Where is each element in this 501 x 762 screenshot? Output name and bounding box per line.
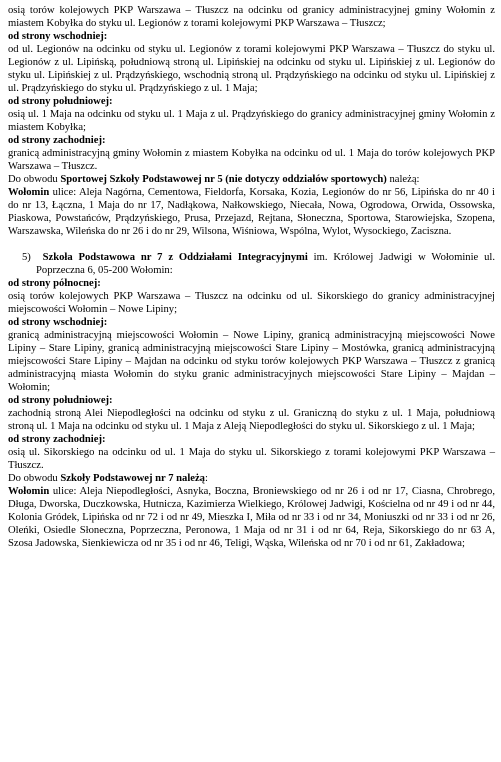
s4-streets-label: Wołomin	[8, 187, 50, 198]
s4-district-line	[8, 173, 495, 186]
s4-streets	[8, 186, 495, 238]
s5-number: 5)	[22, 252, 31, 263]
s4-district-prefix: Do obwodu	[8, 174, 61, 185]
s5-school-address: im. Królowej Jadwigi w Wołominie ul. Poprzeczna 6, 05-200 Wołomin:	[36, 252, 495, 276]
s5-west-heading: od strony zachodniej:	[8, 434, 106, 445]
s4-intro-text: osią torów kolejowych PKP Warszawa – Tłuszcz na odcinku od granicy administracyjnej gminy Wołomin z miastem Kobyłka do styku ul. Legionów z torami kolejowymi PKP Warszawa – Tłuszcz;	[8, 5, 495, 29]
s5-streets-text: ulice: Aleja Niepodległości, Asnyka, Boczna, Broniewskiego od nr 26 i od nr 17, Ciasna, Chrobrego, Długa, Dworska, Duczkowska, Hutnicza, Kazimierza Wielkiego, Królowej Jadwigi, Kościelna od nr 49 i od nr 44, Kolonia Gródek, Lipińska od nr 72 i od nr 49, Mieszka I, Miła od nr 33 i od nr 34, Moniuszki od nr 33 i od nr 26, Oleńki, Osiedle Słoneczna, Poprzeczna, Peronowa, 1 Maja od nr 31 i od nr 64, Reja, Sikorskiego do nr 63 A, Szosa Jadowska, Sienkiewicza od nr 35 i od nr 46, Teligi, Wąska, Wileńska od nr 70 i od nr 61, Zakładowa;	[8, 486, 495, 549]
s5-west-text: osią ul. Sikorskiego na odcinku od ul. 1 Maja do styku ul. Sikorskiego z torami kolejowymi PKP Warszawa – Tłuszcz.	[8, 447, 495, 471]
s5-east-heading: od strony wschodniej:	[8, 317, 108, 328]
s5-north-text: osią torów kolejowych PKP Warszawa – Tłuszcz na odcinku od ul. Sikorskiego do granicy administracyjnej miejscowości Wołomin – Nowe Lipiny;	[8, 291, 495, 315]
s4-west-text: granicą administracyjną gminy Wołomin z miastem Kobyłka na odcinku od ul. 1 Maja do torów kolejowych PKP Warszawa – Tłuszcz.	[8, 148, 495, 172]
s4-east-heading: od strony wschodniej:	[8, 31, 108, 42]
s5-streets-label: Wołomin	[8, 486, 50, 497]
s5-district-line	[8, 472, 495, 485]
s5-school-name: Szkoła Podstawowa nr 7 z Oddziałami Integracyjnymi	[42, 252, 308, 263]
s5-south-text: zachodnią stroną Alei Niepodległości na odcinku od styku z ul. Graniczną do styku z ul. 1 Maja, południową stroną ul. 1 Maja na odcinku od styku ul. 1 Maja z Aleją Niepodległości do styku ul. Sikorskiego z ul. 1 Maja;	[8, 408, 495, 432]
s4-east-text: od ul. Legionów na odcinku od styku ul. Legionów z torami kolejowymi PKP Warszawa – Tłuszcz do styku ul. Legionów z ul. Lipińską, południową stroną ul. Lipińskiej na odcinku od styku ul. Lipińskiej z ul. Legionów do styku ul. Lipińskiej z ul. Prądzyńskiego, wschodnią stroną ul. Prądzyńskiego na odcinku od styku ul. Lipińskiej z ul. Prądzyńskiego do styku ul. Prądzyńskiego z ul. 1 Maja;	[8, 44, 495, 94]
s5-north-heading: od strony północnej:	[8, 278, 101, 289]
s5-east-text: granicą administracyjną miejscowości Wołomin – Nowe Lipiny, granicą administracyjną miejscowości Nowe Lipiny – Stare Lipiny, granicą administracyjną miejscowości Stare Lipiny – Mostówka, granicą administracyjną miejscowości Stare Lipiny – Majdan na odcinku od styku torów kolejowych PKP Warszawa – Tłuszcz z granicą administracyjną miasta Wołomin do styku granic administracyjnych miejscowości Stare Lipiny – Majdan – Wołomin;	[8, 330, 495, 393]
s4-west-heading: od strony zachodniej:	[8, 135, 106, 146]
s4-south-heading: od strony południowej:	[8, 96, 113, 107]
s4-district-school: Sportowej Szkoły Podstawowej nr 5 (nie dotyczy oddziałów sportowych)	[60, 174, 387, 185]
s4-south-text: osią ul. 1 Maja na odcinku od styku ul. 1 Maja z ul. Prądzyńskiego do granicy administracyjnej gminy Wołomin z miastem Kobyłka;	[8, 109, 495, 133]
s5-south-heading: od strony południowej:	[8, 395, 113, 406]
section-spacer	[8, 238, 495, 251]
s5-school-title	[8, 251, 495, 277]
s5-district-suffix: :	[204, 473, 208, 484]
s5-streets	[8, 485, 495, 550]
s4-district-suffix: należą:	[386, 174, 420, 185]
s4-streets-text: ulice: Aleja Nagórna, Cementowa, Fieldorfa, Korsaka, Kozia, Legionów do nr 56, Lipińska do nr 40 i do nr 13, Łączna, 1 Maja do nr 17, Nadłąkowa, Nałkowskiego, Niecała, Nowa, Ogrodowa, Orwida, Ossowska, Piaskowa, Powstańców, Prądzyńskiego, Prusa, Przejazd, Rejtana, Słoneczna, Sportowa, Starowiejska, Szopena, Warszawska, Wileńska do nr 26 i do nr 29, Wilsona, Wiśniowa, Wspólna, Wylot, Wysockiego, Zaciszna.	[8, 187, 495, 237]
s5-district-prefix: Do obwodu	[8, 473, 61, 484]
s5-district-school: Szkoły Podstawowej nr 7 należą	[60, 473, 205, 484]
